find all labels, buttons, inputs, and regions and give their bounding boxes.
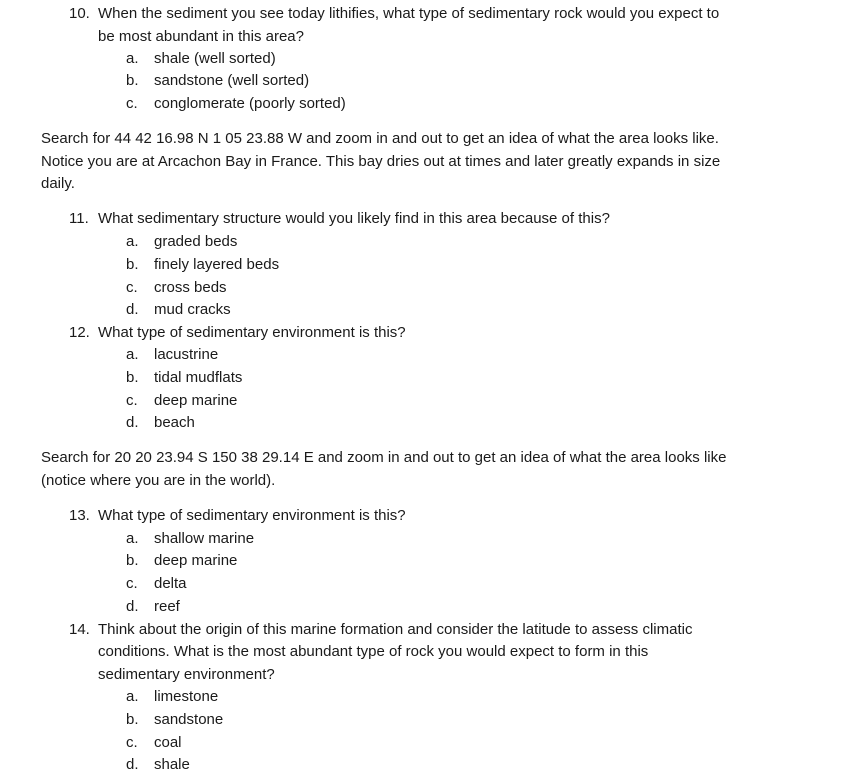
question-text: sedimentary environment? xyxy=(98,666,275,683)
option-letter: d. xyxy=(126,414,139,431)
option-text: sandstone (well sorted) xyxy=(154,72,310,89)
option-text: beach xyxy=(154,414,195,431)
option-letter: b. xyxy=(126,711,139,728)
question-text: What sedimentary structure would you likely find in this area because of this? xyxy=(98,210,610,227)
question-text: Think about the origin of this marine formation and consider the latitude to assess climatic xyxy=(98,621,693,638)
question-text: What type of sedimentary environment is this? xyxy=(98,507,406,524)
option-text: shale (well sorted) xyxy=(154,50,276,67)
question-text: What type of sedimentary environment is this? xyxy=(98,324,406,341)
option-text: graded beds xyxy=(154,233,238,250)
option-letter: d. xyxy=(126,301,139,318)
paragraph-line: (notice where you are in the world). xyxy=(41,472,276,489)
question-text: When the sediment you see today lithifies, what type of sedimentary rock would you expect to xyxy=(98,5,720,22)
option-letter: c. xyxy=(126,734,138,751)
paragraph-line: daily. xyxy=(41,175,75,192)
option-letter: c. xyxy=(126,392,138,409)
question-number: 14. xyxy=(69,621,90,638)
option-text: delta xyxy=(154,575,187,592)
option-letter: a. xyxy=(126,530,139,547)
option-letter: b. xyxy=(126,256,139,273)
option-letter: c. xyxy=(126,95,138,112)
option-letter: c. xyxy=(126,279,138,296)
paragraph-line: Notice you are at Arcachon Bay in France. This bay dries out at times and later greatly expands in size xyxy=(41,153,721,170)
paragraph-line: Search for 44 42 16.98 N 1 05 23.88 W and zoom in and out to get an idea of what the area looks like. xyxy=(41,130,719,147)
option-text: mud cracks xyxy=(154,301,231,318)
option-text: cross beds xyxy=(154,279,227,296)
option-text: conglomerate (poorly sorted) xyxy=(154,95,346,112)
question-text: conditions. What is the most abundant type of rock you would expect to form in this xyxy=(98,643,649,660)
question-number: 13. xyxy=(69,507,90,524)
option-text: deep marine xyxy=(154,552,238,569)
question-number: 12. xyxy=(69,324,90,341)
option-letter: a. xyxy=(126,688,139,705)
question-text: be most abundant in this area? xyxy=(98,28,304,45)
question-number: 10. xyxy=(69,5,90,22)
option-letter: d. xyxy=(126,598,139,615)
option-text: sandstone xyxy=(154,711,224,728)
option-text: lacustrine xyxy=(154,346,219,363)
option-letter: d. xyxy=(126,756,139,773)
option-text: shale xyxy=(154,756,190,773)
option-letter: c. xyxy=(126,575,138,592)
option-letter: a. xyxy=(126,233,139,250)
option-text: finely layered beds xyxy=(154,256,280,273)
option-text: shallow marine xyxy=(154,530,255,547)
option-letter: b. xyxy=(126,552,139,569)
paragraph-line: Search for 20 20 23.94 S 150 38 29.14 E and zoom in and out to get an idea of what the area looks like xyxy=(41,449,727,466)
option-letter: a. xyxy=(126,346,139,363)
option-letter: b. xyxy=(126,369,139,386)
option-text: reef xyxy=(154,598,180,615)
option-letter: b. xyxy=(126,72,139,89)
question-number: 11. xyxy=(69,210,89,227)
option-text: tidal mudflats xyxy=(154,369,243,386)
option-text: coal xyxy=(154,734,182,751)
option-letter: a. xyxy=(126,50,139,67)
option-text: deep marine xyxy=(154,392,238,409)
option-text: limestone xyxy=(154,688,219,705)
